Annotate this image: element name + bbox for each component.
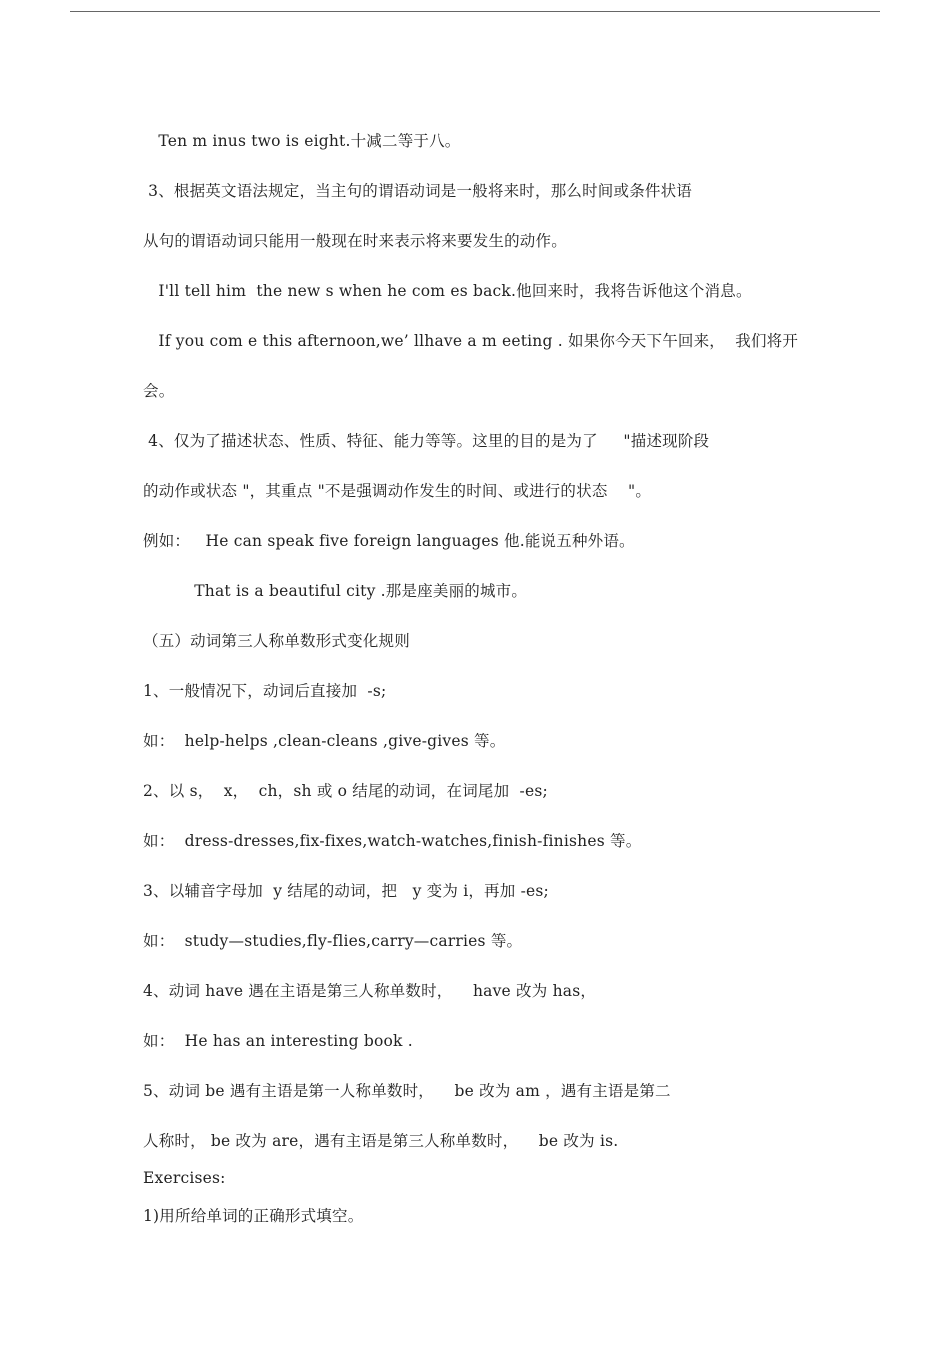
text-line-12: 1、一般情况下，动词后直接加 -s; [143, 682, 387, 700]
text-line-10: That is a beautiful city .那是座美丽的城市。 [143, 582, 528, 600]
exercises-heading: Exercises: [143, 1169, 226, 1187]
text-line-7: 4、仅为了描述状态、性质、特征、能力等等。这里的目的是为了 "描述现阶段 [143, 432, 710, 450]
text-line-14: 2、以 s， x， ch，sh 或 o 结尾的动词，在词尾加 -es; [143, 782, 548, 800]
text-line-3: 从句的谓语动词只能用一般现在时来表示将来要发生的动作。 [143, 232, 567, 250]
exercise-instruction: 1)用所给单词的正确形式填空。 [143, 1207, 364, 1225]
text-line-17: 如： study—studies,fly-flies,carry—carries 等。 [143, 932, 523, 950]
text-line-18: 4、动词 have 遇在主语是第三人称单数时， have 改为 has， [143, 982, 597, 1000]
text-line-8: 的动作或状态 "，其重点 "不是强调动作发生的时间、或进行的状态 "。 [143, 482, 652, 500]
text-line-5: If you com e this afternoon,we’ llhave a m eeting . 如果你今天下午回来， 我们将开 [143, 332, 799, 350]
text-line-2: 3、根据英文语法规定，当主句的谓语动词是一般将来时，那么时间或条件状语 [143, 182, 692, 200]
section-heading: （五）动词第三人称单数形式变化规则 [143, 632, 410, 650]
text-line-9: 例如： He can speak five foreign languages 他.能说五种外语。 [143, 532, 635, 550]
text-line-4: I'll tell him the new s when he com es back.他回来时，我将告诉他这个消息。 [143, 282, 752, 300]
text-line-21: 人称时， be 改为 are，遇有主语是第三人称单数时， be 改为 is. [143, 1132, 619, 1150]
text-line-1: Ten m inus two is eight.十减二等于八。 [143, 132, 461, 150]
text-line-16: 3、以辅音字母加 y 结尾的动词，把 y 变为 i，再加 -es; [143, 882, 549, 900]
text-line-6: 会。 [143, 382, 175, 400]
text-line-13: 如： help-helps ,clean-cleans ,give-gives 等。 [143, 732, 506, 750]
page-top-rule [70, 11, 880, 12]
text-line-20: 5、动词 be 遇有主语是第一人称单数时， be 改为 am ，遇有主语是第二 [143, 1082, 671, 1100]
text-line-19: 如： He has an interesting book . [143, 1032, 413, 1050]
text-line-15: 如： dress-dresses,fix-fixes,watch-watches,finish-finishes 等。 [143, 832, 642, 850]
